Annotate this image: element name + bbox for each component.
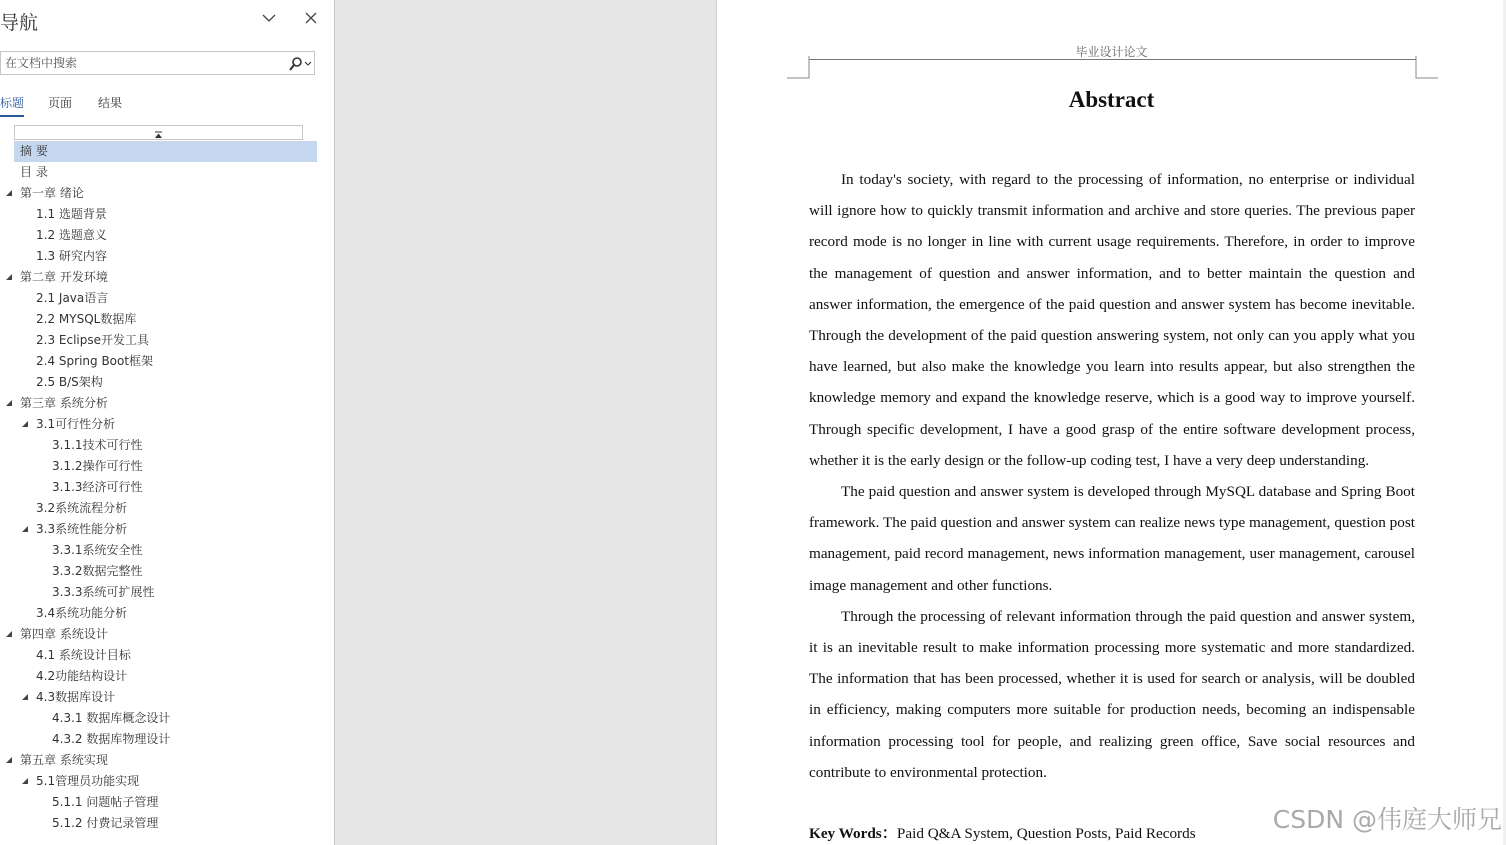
heading-item[interactable] bbox=[0, 204, 334, 225]
expand-triangle-icon[interactable] bbox=[20, 687, 30, 708]
heading-item[interactable] bbox=[0, 456, 334, 477]
heading-item[interactable] bbox=[0, 414, 334, 435]
heading-label: 3.4系统功能分析 bbox=[36, 606, 128, 620]
heading-label: 2.4 Spring Boot框架 bbox=[36, 354, 154, 368]
expand-triangle-icon[interactable] bbox=[4, 267, 14, 288]
heading-item[interactable] bbox=[0, 162, 334, 183]
abstract-paragraph: Through the processing of relevant information through the paid question and answer system, it is an inevitable result to make information processing more systematic and more standardized. The information that has been processed, whether it is used for search or analysis, will be doubled in efficiency, making computers more suitable for production needs, becoming an indispensable information processing tool for people, and realizing green office, Save social resources and contribute to environmental protection. bbox=[809, 607, 1415, 781]
watermark: CSDN @伟庭大师兄 bbox=[1272, 805, 1502, 834]
heading-label: 5.1.1 问题帖子管理 bbox=[52, 795, 159, 809]
heading-item[interactable] bbox=[0, 708, 334, 729]
heading-item[interactable] bbox=[0, 624, 334, 645]
heading-label: 3.3系统性能分析 bbox=[36, 522, 128, 536]
heading-item[interactable] bbox=[0, 498, 334, 519]
heading-label: 3.1.3经济可行性 bbox=[52, 480, 143, 494]
heading-label: 3.3.3系统可扩展性 bbox=[52, 585, 155, 599]
heading-label: 第一章 绪论 bbox=[20, 186, 84, 200]
heading-label: 3.3.1系统安全性 bbox=[52, 543, 143, 557]
heading-item[interactable] bbox=[0, 246, 334, 267]
heading-item[interactable] bbox=[0, 393, 334, 414]
heading-label: 摘 要 bbox=[20, 144, 48, 158]
heading-label: 第四章 系统设计 bbox=[20, 627, 108, 641]
expand-triangle-icon[interactable] bbox=[4, 183, 14, 204]
search-box bbox=[0, 51, 315, 75]
heading-item[interactable] bbox=[0, 687, 334, 708]
expand-triangle-icon[interactable] bbox=[4, 393, 14, 414]
heading-item[interactable] bbox=[0, 582, 334, 603]
abstract-paragraph: In today's society, with regard to the processing of information, no enterprise or individual will ignore how to quickly transmit information and archive and store queries. The previous paper record mode is no longer in line with current usage requirements. Therefore, in order to improve the management of question and answer information, and to better maintain the question and answer information, the emergence of the paid question and answer system has become inevitable. Through the development of the paid question answering system, not only can you apply what you have learned, but also make the knowledge you learn into results appear, but also strengthen the knowledge memory and expand the knowledge reserve, which is a good way to improve yourself. Through specific development, I have a good grasp of the entire software development process, whether it is the early design or the follow-up coding test, I have a very deep understanding. bbox=[809, 171, 1415, 469]
heading-item[interactable] bbox=[0, 540, 334, 561]
heading-label: 4.2功能结构设计 bbox=[36, 669, 128, 683]
heading-label: 5.1管理员功能实现 bbox=[36, 774, 140, 788]
keywords-label: Key Words： bbox=[809, 825, 897, 842]
heading-label: 1.3 研究内容 bbox=[36, 249, 107, 263]
abstract-body bbox=[809, 164, 1415, 788]
keywords-value: Paid Q&A System, Question Posts, Paid Records bbox=[896, 825, 1196, 842]
tab-pages[interactable]: 页面 bbox=[48, 96, 73, 110]
abstract-paragraph: The paid question and answer system is developed through MySQL database and Spring Boot framework. The paid question and answer system can realize news type management, question post management, paid record management, news information management, user management, carousel image management and other functions. bbox=[809, 483, 1415, 594]
expand-triangle-icon[interactable] bbox=[4, 624, 14, 645]
heading-label: 3.3.2数据完整性 bbox=[52, 564, 143, 578]
heading-item[interactable] bbox=[0, 309, 334, 330]
heading-label: 2.1 Java语言 bbox=[36, 291, 109, 305]
heading-item[interactable] bbox=[0, 561, 334, 582]
heading-label: 2.3 Eclipse开发工具 bbox=[36, 333, 149, 347]
header-rule bbox=[809, 59, 1416, 60]
chevron-down-icon[interactable] bbox=[260, 9, 278, 27]
close-icon[interactable] bbox=[302, 9, 320, 27]
heading-item[interactable] bbox=[0, 519, 334, 540]
expand-triangle-icon[interactable] bbox=[20, 519, 30, 540]
page-header: 毕业设计论文 bbox=[1075, 45, 1148, 59]
heading-label: 3.1可行性分析 bbox=[36, 417, 116, 431]
scroll-to-top-button[interactable] bbox=[14, 125, 303, 140]
document-page bbox=[716, 0, 1506, 845]
expand-triangle-icon[interactable] bbox=[20, 771, 30, 792]
keywords-line bbox=[809, 822, 1196, 843]
abstract-heading: Abstract bbox=[1068, 87, 1155, 112]
heading-item[interactable] bbox=[0, 813, 334, 834]
heading-label: 3.2系统流程分析 bbox=[36, 501, 128, 515]
heading-label: 3.1.1技术可行性 bbox=[52, 438, 143, 452]
collapse-up-icon bbox=[15, 128, 302, 141]
heading-item[interactable] bbox=[0, 288, 334, 309]
heading-label: 4.3.2 数据库物理设计 bbox=[52, 732, 171, 746]
tab-results[interactable]: 结果 bbox=[98, 96, 123, 110]
heading-item[interactable] bbox=[0, 792, 334, 813]
heading-item[interactable] bbox=[0, 477, 334, 498]
heading-label: 1.2 选题意义 bbox=[36, 228, 107, 242]
heading-label: 目 录 bbox=[20, 165, 48, 179]
heading-item[interactable] bbox=[0, 435, 334, 456]
navigation-pane bbox=[0, 0, 335, 845]
heading-label: 4.3.1 数据库概念设计 bbox=[52, 711, 171, 725]
search-icon[interactable] bbox=[287, 55, 313, 73]
heading-label: 第三章 系统分析 bbox=[20, 396, 108, 410]
headings-tree bbox=[0, 141, 334, 834]
heading-item[interactable] bbox=[0, 750, 334, 771]
heading-item[interactable] bbox=[0, 645, 334, 666]
heading-label: 第二章 开发环境 bbox=[20, 270, 108, 284]
heading-item[interactable] bbox=[0, 330, 334, 351]
heading-label: 2.2 MYSQL数据库 bbox=[36, 312, 137, 326]
heading-item[interactable] bbox=[0, 183, 334, 204]
heading-item[interactable] bbox=[0, 603, 334, 624]
heading-label: 3.1.2操作可行性 bbox=[52, 459, 143, 473]
expand-triangle-icon[interactable] bbox=[20, 414, 30, 435]
heading-item[interactable] bbox=[0, 267, 334, 288]
heading-item[interactable] bbox=[0, 351, 334, 372]
heading-item[interactable] bbox=[0, 225, 334, 246]
heading-item[interactable] bbox=[0, 666, 334, 687]
search-input[interactable] bbox=[5, 54, 275, 72]
heading-label: 4.3数据库设计 bbox=[36, 690, 116, 704]
heading-label: 1.1 选题背景 bbox=[36, 207, 107, 221]
nav-pane-title: 导航 bbox=[0, 12, 39, 34]
tab-headings[interactable]: 标题 bbox=[0, 94, 24, 117]
heading-item[interactable] bbox=[0, 729, 334, 750]
heading-label: 2.5 B/S架构 bbox=[36, 375, 103, 389]
heading-label: 5.1.2 付费记录管理 bbox=[52, 816, 159, 830]
expand-triangle-icon[interactable] bbox=[4, 750, 14, 771]
heading-label: 4.1 系统设计目标 bbox=[36, 648, 131, 662]
heading-item[interactable] bbox=[14, 141, 317, 162]
heading-item[interactable] bbox=[0, 372, 334, 393]
heading-item[interactable] bbox=[0, 771, 334, 792]
heading-label: 第五章 系统实现 bbox=[20, 753, 108, 767]
